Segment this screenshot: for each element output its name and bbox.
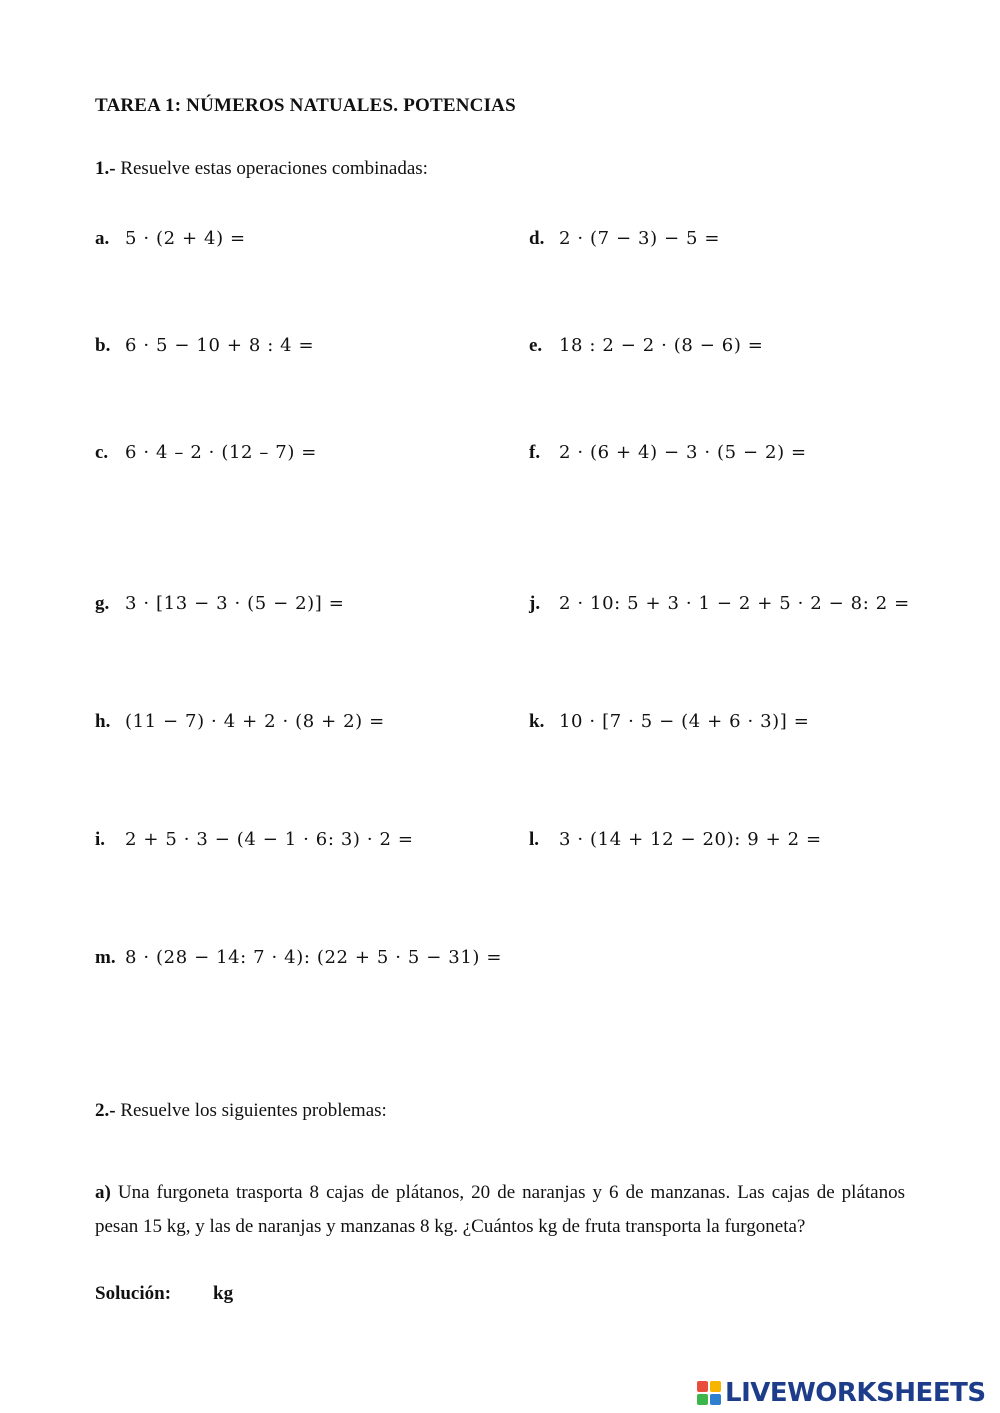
- exercise-i: [95, 829, 414, 851]
- exercise-h: [95, 711, 385, 733]
- section-2-text: Resuelve los siguientes problemas:: [115, 1100, 387, 1121]
- exercise-letter: l.: [529, 829, 540, 850]
- exercise-letter: k.: [529, 711, 545, 732]
- exercise-expression: 6 · 4 – 2 · (12 – 7) =: [125, 442, 317, 463]
- exercise-letter: a.: [95, 228, 110, 249]
- exercise-letter: g.: [95, 593, 110, 614]
- problem-a: [95, 1176, 905, 1244]
- exercise-b: [95, 335, 314, 357]
- exercise-letter: c.: [95, 442, 109, 463]
- exercise-a: [95, 228, 246, 250]
- section-2-number: 2.-: [95, 1100, 116, 1121]
- exercise-c: [95, 442, 317, 464]
- exercise-expression: 5 · (2 + 4) =: [125, 228, 246, 249]
- exercise-g: [95, 593, 344, 615]
- exercise-j: [529, 593, 910, 615]
- exercise-letter: m.: [95, 947, 116, 968]
- exercise-expression: 3 · (14 + 12 − 20): 9 + 2 =: [559, 829, 822, 850]
- exercise-f: [529, 442, 807, 464]
- liveworksheets-brand: [697, 1378, 986, 1408]
- exercise-expression: 8 · (28 − 14: 7 · 4): (22 + 5 · 5 − 31) =: [125, 947, 503, 968]
- exercise-letter: i.: [95, 829, 106, 850]
- exercise-d: [529, 228, 720, 250]
- section-1-text: Resuelve estas operaciones combinadas:: [115, 158, 428, 179]
- exercise-letter: h.: [95, 711, 111, 732]
- exercise-letter: b.: [95, 335, 111, 356]
- brand-name: LIVEWORKSHEETS: [725, 1378, 986, 1408]
- exercise-expression: 2 · (6 + 4) − 3 · (5 − 2) =: [559, 442, 807, 463]
- exercise-m: [95, 947, 502, 969]
- exercise-letter: d.: [529, 228, 545, 249]
- solution-row: [95, 1283, 233, 1305]
- problem-a-text: Una furgoneta trasporta 8 cajas de plátanos, 20 de naranjas y 6 de manzanas. Las cajas de plátanos pesan 15 kg, y las de naranjas y manzanas 8 kg. ¿Cuántos kg de fruta transporta la furgoneta?: [95, 1182, 905, 1237]
- exercise-expression: 2 · 10: 5 + 3 · 1 − 2 + 5 · 2 − 8: 2 =: [559, 593, 910, 614]
- section-2-heading: [95, 1100, 387, 1122]
- exercise-k: [529, 711, 809, 733]
- exercise-letter: f.: [529, 442, 541, 463]
- exercise-letter: j.: [529, 593, 541, 614]
- exercise-letter: e.: [529, 335, 543, 356]
- exercise-expression: 6 · 5 − 10 + 8 : 4 =: [125, 335, 315, 356]
- exercise-l: [529, 829, 822, 851]
- exercise-expression: 3 · [13 − 3 · (5 − 2)] =: [125, 593, 345, 614]
- exercise-expression: 2 + 5 · 3 − (4 − 1 · 6: 3) · 2 =: [125, 829, 414, 850]
- problem-a-label: a): [95, 1182, 111, 1203]
- solution-label: Solución:: [95, 1283, 172, 1304]
- worksheet-title: TAREA 1: NÚMEROS NATUALES. POTENCIAS: [95, 95, 516, 116]
- exercise-expression: 2 · (7 − 3) − 5 =: [559, 228, 721, 249]
- section-1-number: 1.-: [95, 158, 116, 179]
- exercise-expression: 10 · [7 · 5 − (4 + 6 · 3)] =: [559, 711, 810, 732]
- section-1-heading: [95, 158, 428, 180]
- exercise-expression: 18 : 2 − 2 · (8 − 6) =: [559, 335, 764, 356]
- exercise-expression: (11 − 7) · 4 + 2 · (8 + 2) =: [125, 711, 385, 732]
- solution-unit: kg: [213, 1283, 234, 1304]
- liveworksheets-logo-icon: [697, 1381, 721, 1405]
- exercise-e: [529, 335, 764, 357]
